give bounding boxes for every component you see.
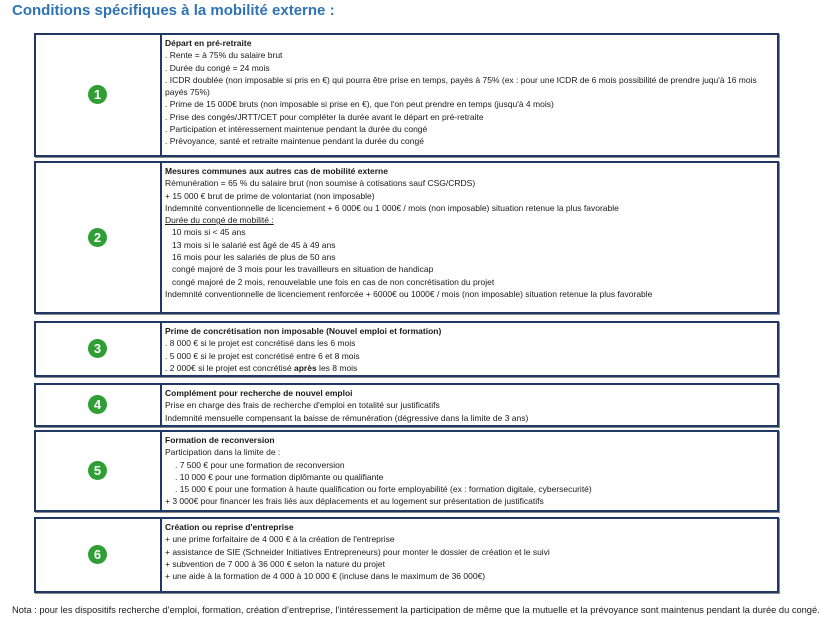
block-line: Indemnité conventionnelle de licenciement renforcée + 6000€ ou 1000€ / mois (non imposable) situation retenue la plus favorable — [165, 288, 653, 299]
duration-label: Durée du congé de mobilité : — [165, 215, 274, 226]
page-title: Conditions spécifiques à la mobilité externe : — [12, 2, 335, 19]
block-business-creation — [34, 517, 779, 593]
block-line: . 15 000 € pour une formation à haute qualification ou forte employabilité (ex : formation digitale, cybersecurité) — [175, 484, 592, 495]
block-concretisation-bonus — [34, 321, 779, 377]
block-heading: Mesures communes aux autres cas de mobilité externe — [165, 166, 388, 176]
block-line: . 7 500 € pour une formation de reconversion — [175, 459, 345, 470]
block-line: Indemnité mensuelle compensant la baisse de rémunération (dégressive dans la limite de 3 ans) — [165, 412, 529, 423]
block-line: . Prime de 15 000€ bruts (non imposable si prise en €), que l'on peut prendre en temps (jusqu'à 4 mois) — [165, 99, 554, 110]
block-retraining — [34, 430, 779, 512]
block-line: + subvention de 7 000 à 36 000 € selon la nature du projet — [165, 558, 385, 569]
block-line: Rémunération = 65 % du salaire brut (non soumise à cotisations sauf CSG/CRDS) — [165, 178, 476, 189]
block-heading: Formation de reconversion — [165, 435, 275, 445]
block-line: + 3 000€ pour financer les frais liés aux déplacements et au logement sur présentation de justificatifs — [165, 496, 544, 507]
block-line: congé majoré de 2 mois, renouvelable une fois en cas de non concrétisation du projet — [172, 276, 495, 287]
block-line: Participation dans la limite de : — [165, 447, 281, 458]
block-line: . 5 000 € si le projet est concrétisé entre 6 et 8 mois — [165, 350, 360, 361]
number-badge-6: 6 — [88, 545, 107, 564]
number-badge-5: 5 — [88, 461, 107, 480]
block-line: 16 mois pour les salariés de plus de 50 ans — [172, 252, 336, 263]
block-pre-retirement — [34, 33, 779, 157]
number-badge-2: 2 — [88, 228, 107, 247]
block-line: congé majoré de 3 mois pour les travailleurs en situation de handicap — [172, 264, 434, 275]
block-line: . Prévoyance, santé et retraite maintenue pendant la durée du congé — [165, 136, 424, 147]
block-line: . Durée du congé = 24 mois — [165, 62, 270, 73]
footnote: Nota : pour les dispositifs recherche d’emploi, formation, création d’entreprise, l’intéressement la participation de même que la mutuelle et la prévoyance sont maintenus pendant la durée du congé. — [12, 605, 820, 615]
block-line: 13 mois si le salarié est âgé de 45 à 49 ans — [172, 239, 336, 250]
block-line: . 10 000 € pour une formation diplômante ou qualifiante — [175, 471, 384, 482]
block-heading: Départ en pré-retraite — [165, 38, 252, 48]
block-line: + assistance de SIE (Schneider Initiatives Entrepreneurs) pour monter le dossier de création et le suivi — [165, 546, 550, 557]
block-line: 10 mois si < 45 ans — [172, 227, 246, 238]
block-line: + 15 000 € brut de prime de volontariat (non imposable) — [165, 190, 375, 201]
block-line: . 2 000€ si le projet est concrétisé après les 8 mois — [165, 362, 358, 373]
block-line: + une prime forfaitaire de 4 000 € à la création de l'entreprise — [165, 534, 395, 545]
number-badge-4: 4 — [88, 395, 107, 414]
block-line: Indemnité conventionnelle de licenciement + 6 000€ ou 1 000€ / mois (non imposable) situation retenue la plus favorable — [165, 202, 619, 213]
block-line: . Participation et intéressement maintenue pendant la durée du congé — [165, 124, 428, 135]
block-heading: Création ou reprise d'entreprise — [165, 522, 294, 532]
block-line: . Prise des congés/JRTT/CET pour compléter la durée avant le départ en pré-retraite — [165, 111, 484, 122]
block-line: + une aide à la formation de 4 000 à 10 000 € (incluse dans le maximum de 36 000€) — [165, 571, 486, 582]
block-line: . Rente = à 75% du salaire brut — [165, 50, 283, 61]
block-job-search — [34, 383, 779, 427]
block-line: . 8 000 € si le projet est concrétisé dans les 6 mois — [165, 338, 356, 349]
block-heading: Complément pour recherche de nouvel emploi — [165, 388, 353, 398]
block-line: Prise en charge des frais de recherche d'emploi en totalité sur justificatifs — [165, 400, 440, 411]
block-line: . ICDR doublée (non imposable si pris en €) qui pourra être prise en temps, payés à 75% (ex : pour une ICDR de 6 mois possibilité de prendre juqu'à 16 mois payés 75%) — [165, 74, 757, 98]
block-heading: Prime de concrétisation non imposable (Nouvel emploi et formation) — [165, 326, 442, 336]
block-common-measures — [34, 161, 779, 314]
number-badge-3: 3 — [88, 339, 107, 358]
number-badge-1: 1 — [88, 85, 107, 104]
